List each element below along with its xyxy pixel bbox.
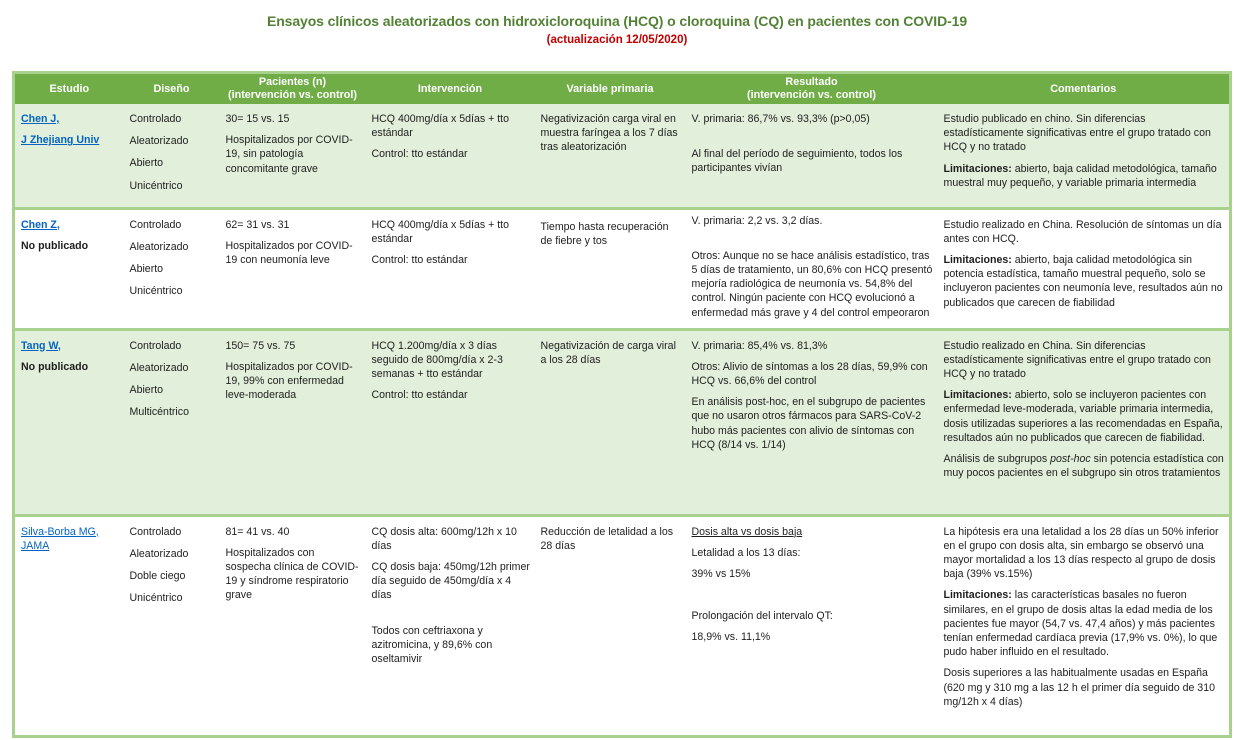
cell-comments: Estudio publicado en chino. Sin diferencias estadísticamente significativas entre el grupo tratado con HCQ y no tratado Limitaciones: abierto, baja calidad metodológica, tamaño muestral muy pequeño, y variable primaria intermedia	[938, 104, 1231, 208]
header-estudio: Estudio	[14, 73, 124, 105]
journal-link[interactable]: J Zhejiang Univ	[21, 134, 100, 147]
limitations: Limitaciones: las características basales no fueron similares, en el grupo de dosis altas la edad media de los pacientes fue mayor (54,7 vs. 47,4 años) y más pacientes tenían enfermedad cardíaca previa (17,9% vs. 0%), lo que pudo haber influido en el resultado.	[943, 589, 1218, 659]
cell-design: Controlado Aleatorizado Abierto Unicéntrico	[124, 104, 220, 208]
publication-status: No publicado	[21, 360, 89, 373]
publication-status: No publicado	[21, 239, 89, 252]
cell-result: V. primaria: 2,2 vs. 3,2 días. Otros: Aunque no se hace análisis estadístico, tras 5 días de tratamiento, un 80,6% con HCQ presentó mejoría radiológica de neumonía vs. 54,8% del control. Ningún paciente con HCQ evolucionó a enfermedad más grave y 4 del control empeoraron	[686, 208, 938, 329]
header-resultado: Resultado (intervención vs. control)	[686, 73, 938, 105]
study-link[interactable]: Tang W,	[21, 339, 61, 352]
limitations: Limitaciones: abierto, baja calidad metodológica, tamaño muestral muy pequeño, y variable primaria intermedia	[943, 162, 1217, 189]
cell-design: Controlado Aleatorizado Abierto Multicéntrico	[124, 329, 220, 515]
header-comentarios: Comentarios	[938, 73, 1231, 105]
cell-primary-variable: Negativización de carga viral a los 28 días	[535, 329, 686, 515]
header-variable-primaria: Variable primaria	[535, 73, 686, 105]
cell-result: V. primaria: 86,7% vs. 93,3% (p>0,05) Al final del período de seguimiento, todos los participantes vivían	[686, 104, 938, 208]
table-row	[14, 208, 1231, 329]
cell-intervention: CQ dosis alta: 600mg/12h x 10 días CQ dosis baja: 450mg/12h primer día seguido de 450mg/día x 4 días Todos con ceftriaxona y azitromicina, y 89,6% con oseltamivir	[366, 515, 535, 736]
cell-result: Dosis alta vs dosis baja Letalidad a los 13 días: 39% vs 15% Prolongación del intervalo QT: 18,9% vs. 11,1%	[686, 515, 938, 736]
cell-design: Controlado Aleatorizado Abierto Unicéntrico	[124, 208, 220, 329]
table-header-row	[14, 73, 1231, 105]
cell-study	[14, 329, 124, 515]
cell-intervention: HCQ 1.200mg/día x 3 días seguido de 800mg/día x 2-3 semanas + tto estándar Control: tto estándar	[366, 329, 535, 515]
cell-patients: 81= 41 vs. 40 Hospitalizados con sospecha clínica de COVID-19 y síndrome respiratorio grave	[220, 515, 366, 736]
study-link[interactable]: Silva-Borba MG, JAMA	[21, 525, 99, 552]
cell-patients: 62= 31 vs. 31 Hospitalizados por COVID-19 con neumonía leve	[220, 208, 366, 329]
cell-result: V. primaria: 85,4% vs. 81,3% Otros: Alivio de síntomas a los 28 días, 59,9% con HCQ vs. 66,6% del control En análisis post-hoc, en el subgrupo de pacientes que no usaron otros fármacos para SARS-CoV-2 hubo más pacientes con alivio de síntomas con HCQ (8/14 vs. 1/14)	[686, 329, 938, 515]
table-row	[14, 329, 1231, 515]
cell-patients: 30= 15 vs. 15 Hospitalizados por COVID-19, sin patología concomitante grave	[220, 104, 366, 208]
cell-comments: La hipótesis era una letalidad a los 28 días un 50% inferior en el grupo con dosis alta, sin embargo se observó una mayor mortalidad a los 13 días respecto al grupo de dosis baja (39% vs.15%) Limitaciones: las características basales no fueron similares, en el grupo de dosis altas la edad media de los pacientes fue mayor (54,7 vs. 47,4 años) y más pacientes tenían enfermedad cardíaca previa (17,9% vs. 0%), lo que pudo haber influido en el resultado. Dosis superiores a las habitualmente usadas en España (620 mg y 310 mg a las 12 h el primer día seguido de 310 mg/12h x 4 días)	[938, 515, 1231, 736]
cell-patients: 150= 75 vs. 75 Hospitalizados por COVID-19, 99% con enfermedad leve-moderada	[220, 329, 366, 515]
cell-design: Controlado Aleatorizado Doble ciego Unicéntrico	[124, 515, 220, 736]
update-date: (actualización 12/05/2020)	[546, 34, 688, 46]
cell-primary-variable: Negativización carga viral en muestra faríngea a los 7 días tras aleatorización	[535, 104, 686, 208]
header-intervencion: Intervención	[366, 73, 535, 105]
cell-primary-variable: Tiempo hasta recuperación de fiebre y tos	[535, 208, 686, 329]
study-link[interactable]: Chen J,	[21, 113, 60, 125]
table-row	[14, 515, 1231, 736]
cell-intervention: HCQ 400mg/día x 5días + tto estándar Control: tto estándar	[366, 104, 535, 208]
cell-study	[14, 208, 124, 329]
header-diseno: Diseño	[124, 73, 220, 105]
clinical-trials-table	[12, 71, 1232, 738]
cell-intervention: HCQ 400mg/día x 5días + tto estándar Control: tto estándar	[366, 208, 535, 329]
limitations: Limitaciones: abierto, solo se incluyeron pacientes con enfermedad leve-moderada, variable primaria intermedia, dosis utilizadas superiores a las recomendadas en España, resultados aún no publicados que carecen de fiabilidad.	[943, 389, 1223, 444]
page-title: Ensayos clínicos aleatorizados con hidroxicloroquina (HCQ) o cloroquina (CQ) en pacientes con COVID-19	[266, 13, 968, 29]
header-pacientes: Pacientes (n) (intervención vs. control)	[220, 73, 366, 105]
dose-note: Dosis superiores a las habitualmente usadas en España (620 mg y 310 mg a las 12 h el primer día seguido de 310 mg/12h x 4 días)	[943, 667, 1215, 708]
table-row	[14, 104, 1231, 208]
subgroup-note: Análisis de subgrupos post-hoc sin potencia estadística con muy pocos pacientes en el subgrupo sin otros tratamientos	[943, 452, 1224, 480]
cell-study	[14, 104, 124, 208]
cell-study	[14, 515, 124, 736]
study-link[interactable]: Chen Z,	[21, 218, 60, 231]
cell-comments: Estudio realizado en China. Sin diferencias estadísticamente significativas entre el grupo tratado con HCQ y no tratado Limitaciones: abierto, solo se incluyeron pacientes con enfermedad leve-moderada, variable primaria intermedia, dosis utilizadas superiores a las recomendadas en España, resultados aún no publicados que carecen de fiabilidad. Análisis de subgrupos post-hoc sin potencia estadística con muy pocos pacientes en el subgrupo sin otros tratamientos	[938, 329, 1231, 515]
cell-comments: Estudio realizado en China. Resolución de síntomas un día antes con HCQ. Limitaciones: abierto, baja calidad metodológica sin potencia estadística, tamaño muestral pequeño, solo se incluyeron pacientes con neumonía leve, resultados aún no publicados que carecen de fiabilidad	[938, 208, 1231, 329]
cell-primary-variable: Reducción de letalidad a los 28 días	[535, 515, 686, 736]
limitations: Limitaciones: abierto, baja calidad metodológica sin potencia estadística, tamaño muestral pequeño, solo se incluyeron pacientes con neumonía leve, resultados aún no publicados que carecen de fiabilidad	[943, 253, 1223, 309]
